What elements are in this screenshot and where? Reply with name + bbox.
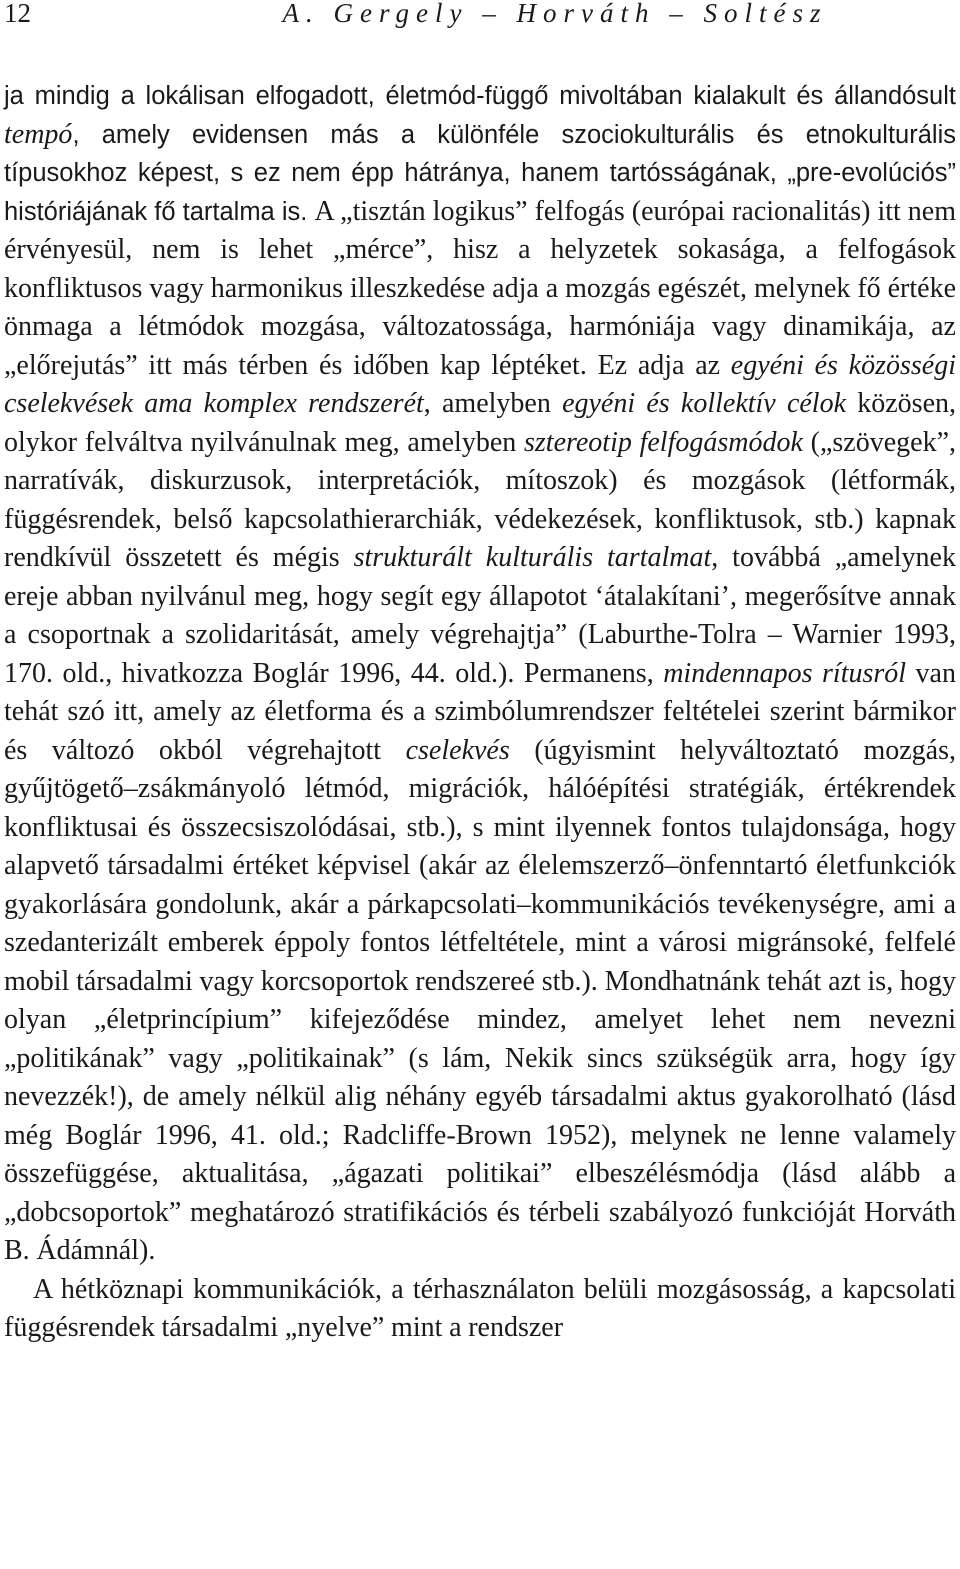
emphasis-text: mindennapos rítusról: [663, 657, 907, 689]
emphasis-text: sztereotip felfogásmódok: [524, 426, 803, 458]
page-number: 12: [4, 0, 31, 28]
emphasis-text: egyéni és közösségi cselekvések ama komplex rendszerét: [4, 349, 956, 419]
emphasis-text: egyéni és kollektív célok: [562, 388, 847, 419]
text-run: A „tisztán logikus” felfogás (európai racionalitás) itt nem érvényesül, nem is lehet „mérce”, hisz a helyzetek sokasága, a felfogások konfliktusos vagy harmonikus illeszkedése adja a mozgás egészét, melynek fő értéke önmaga a létmódok mozgása, változatossága, harmóniája vagy dinamikája, az „előrejutás” itt más térben és időben kap léptéket. Ez adja az: [4, 195, 957, 381]
emphasis-text: strukturált kulturális tartalmat: [353, 542, 712, 573]
running-head: A. Gergely – Horváth – Soltész: [282, 0, 828, 28]
text-run: (úgyismint helyváltoztató mozgás, gyűjtögető–zsákmányoló létmód, migrációk, hálóépítési stratégiák, értékrendek konfliktusai és összecsiszolódásai, stb.), s mint ilyennek fontos tulajdonsága, hogy alapvető társadalmi értéket képvisel (akár az élelemszerző–önfenntartó életfunkciók gyakorlására gondolunk, akár a párkapcsolati–kommunikációs tevékenységre, ami a szedanterizált emberek éppoly fontos létfeltétele, mint a városi migránsoké, felfelé mobil társadalmi vagy korcsoportok rendszereé stb.). Mondhatnánk tehát azt is, hogy olyan „életprincípium” kifejeződése mindez, amelyet lehet nem nevezni „politikának” vagy „politikainak” (s lám, Nekik sincs szükségük arra, hogy így nevezzék!), de amely nélkül alig néhány egyéb társadalmi aktus gyakorolható (lásd még Boglár 1996, 41. old.; Radcliffe-Brown 1952), melynek ne lenne valamely összefüggése, aktualitása, „ágazati politikai” elbeszélésmódja (lásd alább a „dobcsoportok” meghatározó stratifikációs és térbeli szabályozó funkcióját Horváth B. Ádámnál).: [4, 734, 956, 1266]
body-text: [4, 77, 956, 1348]
paragraph-2: [4, 1271, 956, 1348]
page-header: [0, 0, 960, 32]
text-run: , továbbá „amelynek ereje abban nyilvánul meg, hogy segít egy állapotot ‘átalakítani’, megerősítve annak a csoportnak a szolidaritását, amely végrehajtja” (Laburthe-Tolra – Warnier 1993, 170. old., hivatkozza Boglár 1996, 44. old.). Permanens,: [4, 542, 956, 689]
text-run: A hétköznapi kommunikációk, a térhasználaton belüli mozgásosság, a kapcsolati függésrendek társadalmi „nyelve” mint a rendszer: [4, 1273, 956, 1343]
text-run: („szövegek”, narratívák, diskurzusok, interpretációk, mítoszok) és mozgások (létformák, függésrendek, belső kapcsolathierarchiák, védekezések, konfliktusok, stb.) kapnak rendkívül összetett és mégis: [4, 426, 957, 573]
emphasis-tempo: tempó: [4, 118, 73, 150]
text-run: közösen, olykor felváltva nyilvánulnak meg, amelyben: [4, 388, 957, 458]
emphasis-text: cselekvés: [405, 734, 510, 766]
text-run: , amelyben: [423, 388, 563, 419]
text-run: ja mindig a lokálisan elfogadott, életmód-függő mivoltában kialakult és állandósult: [4, 82, 956, 110]
text-run: , amely evidensen más a különféle szociokulturális és etnokulturális típusokhoz képest, s ez nem épp hátránya, hanem tartósságának, „pre-evolúciós” históriájának fő tartalma is.: [4, 120, 956, 226]
paragraph-1: [4, 77, 956, 1271]
text-run: van tehát szó itt, amely az életforma és a szimbólumrendszer feltételei szerint bármikor és változó okból végrehajtott: [4, 657, 956, 766]
